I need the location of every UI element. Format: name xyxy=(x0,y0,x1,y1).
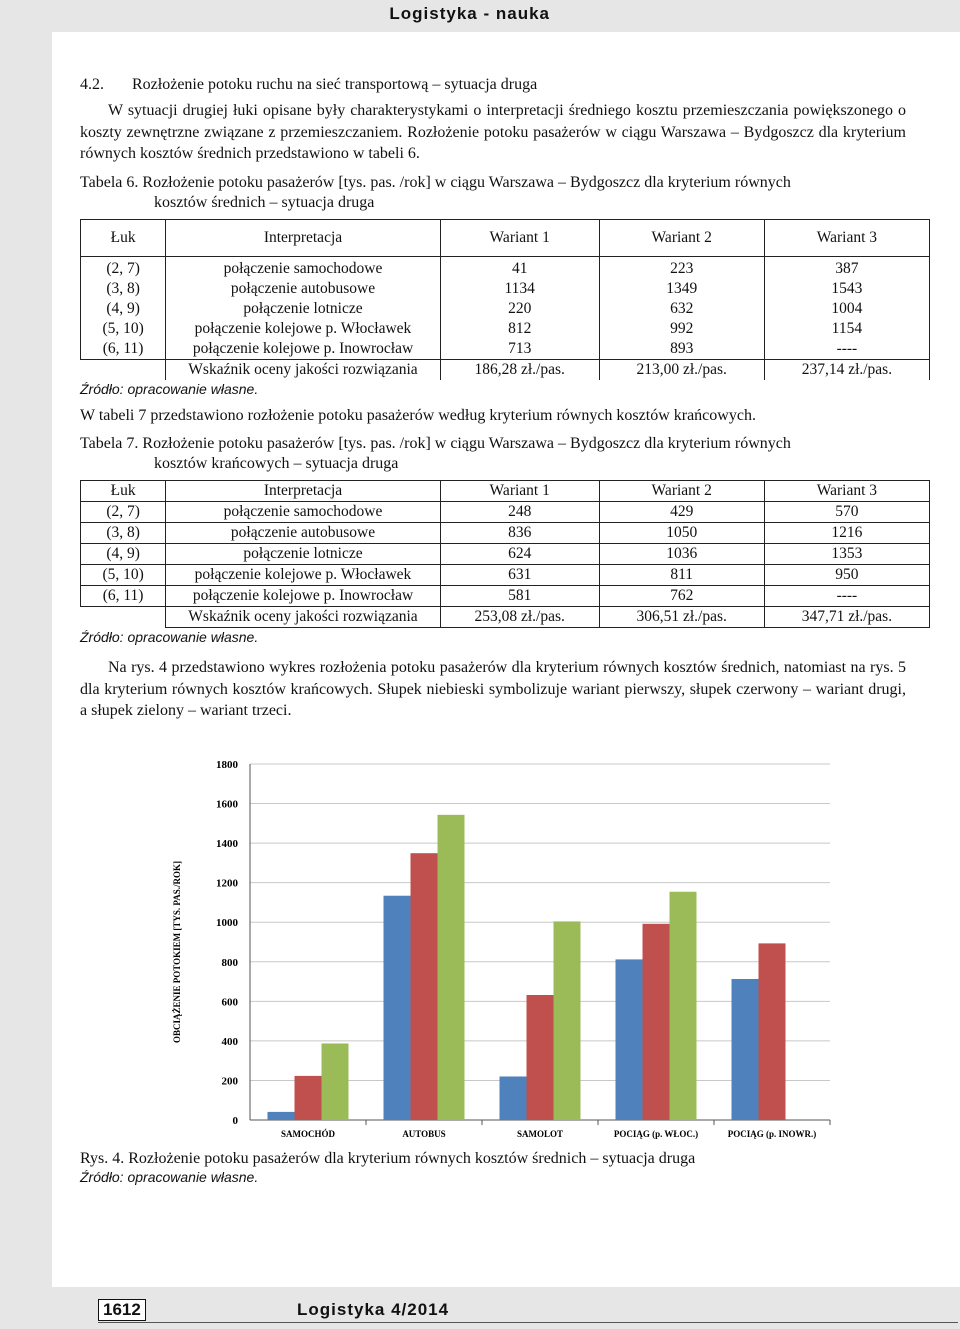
table-row xyxy=(81,339,930,360)
figure-source: Źródło: opracowanie własne. xyxy=(80,1168,259,1185)
table-cell: połączenie kolejowe p. Inowrocław xyxy=(166,339,441,360)
bar-3 xyxy=(322,1043,349,1120)
y-tick-label: 800 xyxy=(221,956,238,969)
table6-header-cell: Wariant 1 xyxy=(440,219,599,256)
table-row xyxy=(81,319,930,339)
table-cell: 387 xyxy=(764,256,929,279)
table-cell: (4, 9) xyxy=(81,299,166,319)
table-cell: (5, 10) xyxy=(81,319,166,339)
table-row xyxy=(81,502,930,523)
table-cell: (2, 7) xyxy=(81,502,166,523)
y-tick-label: 1600 xyxy=(216,798,238,811)
section-title: Rozłożenie potoku ruchu na sieć transportową – sytuacja druga xyxy=(132,76,538,93)
table-cell: 1353 xyxy=(764,544,929,565)
x-tick-label: POCIĄG (p. INOWR.) xyxy=(727,1128,817,1139)
table-cell: 992 xyxy=(599,319,764,339)
y-tick-label: 0 xyxy=(232,1114,238,1127)
table-cell: 570 xyxy=(764,502,929,523)
table-row xyxy=(81,586,930,607)
y-axis-label: OBCIĄŻENIE POTOKIEM [TYS. PAS./ROK] xyxy=(172,860,182,1043)
table-cell: (5, 10) xyxy=(81,565,166,586)
bar-2 xyxy=(643,923,670,1119)
bar-1 xyxy=(616,959,643,1120)
summary-value: 213,00 zł./pas. xyxy=(599,359,764,380)
table6-caption xyxy=(80,173,906,213)
section-heading xyxy=(80,76,906,94)
paragraph-3: Na rys. 4 przedstawiono wykres rozłożenia potoku pasażerów dla kryterium równych kosztów średnich, natomiast na rys. 5 dla kryterium równych kosztów krańcowych. Słupek niebieski symbolizuje wariant pierwszy, słupek czerwony – wariant drugi, a słupek zielony – wariant trzeci. xyxy=(80,659,906,719)
table-cell: (6, 11) xyxy=(81,586,166,607)
y-tick-label: 200 xyxy=(221,1074,238,1087)
bar-3 xyxy=(554,921,581,1120)
y-tick-label: 1400 xyxy=(216,837,238,850)
table-cell: 631 xyxy=(440,565,599,586)
page-header xyxy=(0,0,960,32)
table-cell: 624 xyxy=(440,544,599,565)
table-cell: 581 xyxy=(440,586,599,607)
table-cell: 1004 xyxy=(764,299,929,319)
bar-2 xyxy=(527,995,554,1120)
journal-name: Logistyka 4/2014 xyxy=(297,1300,450,1319)
table7-header-cell: Interpretacja xyxy=(166,481,441,502)
table-cell: 632 xyxy=(599,299,764,319)
table6-header-cell: Interpretacja xyxy=(166,219,441,256)
table-cell: połączenie lotnicze xyxy=(166,544,441,565)
table-cell: 893 xyxy=(599,339,764,360)
bar-2 xyxy=(759,943,786,1120)
figure-caption: Rys. 4. Rozłożenie potoku pasażerów dla kryterium równych kosztów średnich – sytuacja druga xyxy=(80,1149,696,1167)
table-row xyxy=(81,299,930,319)
x-tick-label: POCIĄG (p. WŁOC.) xyxy=(613,1128,699,1139)
y-tick-label: 600 xyxy=(221,995,238,1008)
table-cell: połączenie kolejowe p. Włocławek xyxy=(166,319,441,339)
table-cell: ---- xyxy=(764,586,929,607)
table-row xyxy=(81,256,930,279)
paragraph-1: W sytuacji drugiej łuki opisane były charakterystykami o interpretacji średniego kosztu przemieszczania powiększonego o koszty zewnętrzne związane z przemieszczaniem. Rozłożenie potoku pasażerów w ciągu Warszawa – Bydgoszcz dla kryterium równych kosztów średnich przedstawiono w tabeli 6. xyxy=(80,102,906,162)
table6-header-cell: Łuk xyxy=(81,219,166,256)
page-number: 1612 xyxy=(98,1299,146,1321)
table6-header-cell: Wariant 3 xyxy=(764,219,929,256)
table-cell: połączenie lotnicze xyxy=(166,299,441,319)
table-cell: 762 xyxy=(599,586,764,607)
content xyxy=(80,76,906,1185)
table-cell: ---- xyxy=(764,339,929,360)
table-cell: 248 xyxy=(440,502,599,523)
table-cell: (3, 8) xyxy=(81,523,166,544)
table-row xyxy=(81,544,930,565)
table7-caption-line1: Tabela 7. Rozłożenie potoku pasażerów [tys. pas. /rok] w ciągu Warszawa – Bydgoszcz dla kryterium równych xyxy=(80,435,791,452)
summary-value: 237,14 zł./pas. xyxy=(764,359,929,380)
table-cell: 811 xyxy=(599,565,764,586)
table7-header-cell: Wariant 2 xyxy=(599,481,764,502)
summary-value: 186,28 zł./pas. xyxy=(440,359,599,380)
blank-cell xyxy=(81,607,166,628)
paragraph-2: W tabeli 7 przedstawiono rozłożenie potoku pasażerów według kryterium równych kosztów krańcowych. xyxy=(80,406,756,424)
table7-source: Źródło: opracowanie własne. xyxy=(80,629,259,645)
x-tick-label: SAMOCHÓD xyxy=(281,1128,335,1139)
table-cell: połączenie autobusowe xyxy=(166,279,441,299)
table-cell: połączenie kolejowe p. Włocławek xyxy=(166,565,441,586)
summary-value: 253,08 zł./pas. xyxy=(440,607,599,628)
table-cell: 950 xyxy=(764,565,929,586)
table-cell: (2, 7) xyxy=(81,256,166,279)
table-cell: połączenie samochodowe xyxy=(166,256,441,279)
y-tick-label: 1200 xyxy=(216,877,238,890)
table7-header-row xyxy=(81,481,930,502)
table-cell: 836 xyxy=(440,523,599,544)
table6-caption-line1: Tabela 6. Rozłożenie potoku pasażerów [tys. pas. /rok] w ciągu Warszawa – Bydgoszcz dla kryterium równych xyxy=(80,173,791,191)
bar-2 xyxy=(411,853,438,1120)
table-cell: (6, 11) xyxy=(81,339,166,360)
bar-1 xyxy=(384,895,411,1119)
bar-3 xyxy=(670,891,697,1119)
table-cell: (3, 8) xyxy=(81,279,166,299)
x-tick-label: SAMOLOT xyxy=(516,1128,564,1139)
table-cell: 1050 xyxy=(599,523,764,544)
bar-1 xyxy=(500,1076,527,1120)
summary-label: Wskaźnik oceny jakości rozwiązania xyxy=(166,359,441,380)
table-cell: 223 xyxy=(599,256,764,279)
bar-2 xyxy=(295,1075,322,1119)
page xyxy=(52,32,960,1287)
table-row xyxy=(81,565,930,586)
table-cell: 1134 xyxy=(440,279,599,299)
bar-chart xyxy=(140,744,840,1144)
table-cell: 1036 xyxy=(599,544,764,565)
table-cell: 220 xyxy=(440,299,599,319)
table6-header-cell: Wariant 2 xyxy=(599,219,764,256)
table-cell: 41 xyxy=(440,256,599,279)
table-cell: 1543 xyxy=(764,279,929,299)
blank-cell xyxy=(81,359,166,380)
bar-1 xyxy=(732,978,759,1119)
bar-1 xyxy=(268,1111,295,1119)
table-row xyxy=(81,523,930,544)
table-cell: 1216 xyxy=(764,523,929,544)
table6-caption-line2: kosztów średnich – sytuacja druga xyxy=(154,193,375,211)
table-cell: 1349 xyxy=(599,279,764,299)
table-cell: połączenie kolejowe p. Inowrocław xyxy=(166,586,441,607)
table-cell: (4, 9) xyxy=(81,544,166,565)
table7-header-cell: Wariant 1 xyxy=(440,481,599,502)
table-cell: 812 xyxy=(440,319,599,339)
footer-rule xyxy=(98,1322,958,1323)
summary-row xyxy=(81,359,930,380)
bar-3 xyxy=(438,814,465,1119)
summary-value: 306,51 zł./pas. xyxy=(599,607,764,628)
table7-header-cell: Łuk xyxy=(81,481,166,502)
table-cell: 429 xyxy=(599,502,764,523)
table-6 xyxy=(80,219,930,380)
table7-caption-line2: kosztów krańcowych – sytuacja druga xyxy=(154,455,399,472)
table-cell: 1154 xyxy=(764,319,929,339)
table-cell: 713 xyxy=(440,339,599,360)
summary-row xyxy=(81,607,930,628)
table7-caption xyxy=(80,434,906,474)
section-number: 4.2. xyxy=(80,76,104,93)
y-tick-label: 400 xyxy=(221,1035,238,1048)
chart-svg xyxy=(140,744,840,1144)
y-tick-label: 1800 xyxy=(216,758,238,771)
x-tick-label: AUTOBUS xyxy=(402,1128,446,1139)
table-7 xyxy=(80,480,930,628)
header-title: Logistyka - nauka xyxy=(389,4,550,23)
table-row xyxy=(81,279,930,299)
table6-header-row xyxy=(81,219,930,256)
table6-source: Źródło: opracowanie własne. xyxy=(80,380,259,397)
table-cell: połączenie samochodowe xyxy=(166,502,441,523)
y-tick-label: 1000 xyxy=(216,916,238,929)
summary-value: 347,71 zł./pas. xyxy=(764,607,929,628)
table7-header-cell: Wariant 3 xyxy=(764,481,929,502)
table-cell: połączenie autobusowe xyxy=(166,523,441,544)
summary-label: Wskaźnik oceny jakości rozwiązania xyxy=(166,607,441,628)
